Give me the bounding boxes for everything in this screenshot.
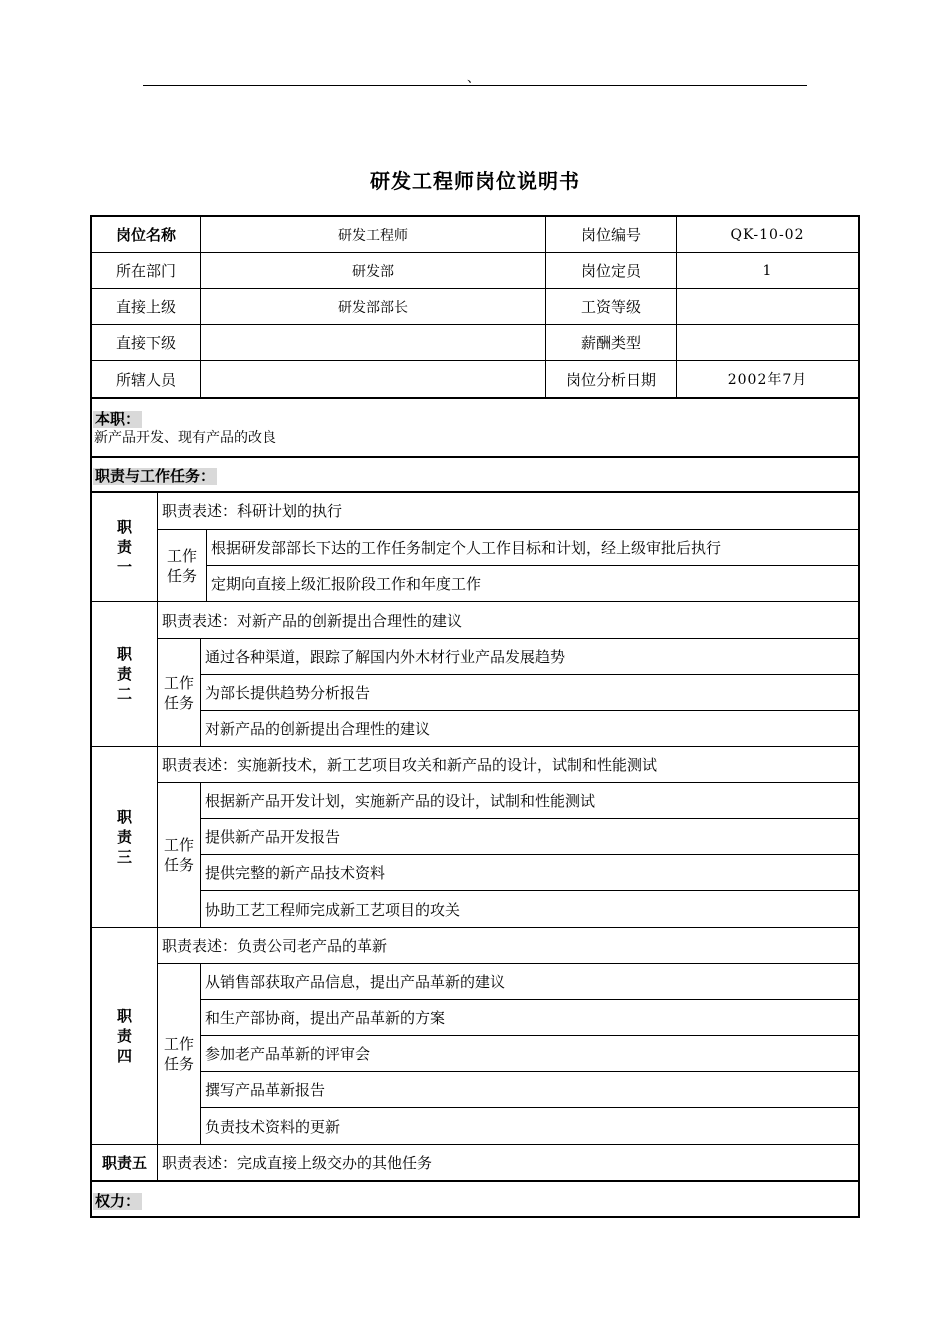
position-code-value: QK-10-02 xyxy=(730,226,805,243)
supervisor-label: 直接上级 xyxy=(115,298,176,316)
duty-1-task-label: 工作 任务 xyxy=(166,546,197,585)
core-duty-text: 新产品开发、现有产品的改良 xyxy=(94,430,276,446)
subordinate-label: 直接下级 xyxy=(115,334,176,352)
duty-1-task-2: 定期向直接上级汇报阶段工作和年度工作 xyxy=(211,575,482,593)
supervisor-value: 研发部部长 xyxy=(338,299,408,316)
duty-4-task-2: 和生产部协商，提出产品革新的方案 xyxy=(205,1009,446,1027)
duty-4-task-4: 撰写产品革新报告 xyxy=(205,1081,326,1099)
analysis-date-value: 2002年7月 xyxy=(727,372,808,388)
duty-2-desc: 职责表述：对新产品的创新提出合理性的建议 xyxy=(162,611,463,630)
managed-staff-label: 所辖人员 xyxy=(115,370,176,389)
duty-3-task-4: 协助工艺工程师完成新工艺项目的攻关 xyxy=(205,900,461,919)
pay-type-label: 薪酬类型 xyxy=(580,334,641,352)
duties-label: 职责与工作任务： xyxy=(95,467,216,485)
duty-1-desc: 职责表述：科研计划的执行 xyxy=(162,502,343,520)
headcount-value: 1 xyxy=(762,262,773,279)
subordinate-value xyxy=(201,325,545,360)
duty-3-label: 职 责 三 xyxy=(116,808,132,866)
analysis-date-label: 岗位分析日期 xyxy=(565,370,656,389)
salary-grade-label: 工资等级 xyxy=(580,298,641,316)
duty-3-task-2: 提供新产品开发报告 xyxy=(205,828,341,846)
duty-3-task-label: 工作 任务 xyxy=(163,836,194,874)
managed-staff-value xyxy=(201,361,545,397)
duty-2-task-label: 工作 任务 xyxy=(163,673,194,712)
duty-5-label: 职责五 xyxy=(101,1154,147,1172)
duty-2-label: 职 责 二 xyxy=(116,645,132,703)
pay-type-value xyxy=(677,325,858,360)
core-duty-label: 本职： xyxy=(95,410,141,428)
duty-4-task-5: 负责技术资料的更新 xyxy=(205,1117,341,1136)
duty-4-label: 职 责 四 xyxy=(116,1007,132,1065)
duty-4-desc: 职责表述：负责公司老产品的革新 xyxy=(162,937,388,955)
department-label: 所在部门 xyxy=(115,262,176,280)
page-title: 研发工程师岗位说明书 xyxy=(370,169,580,193)
position-name-label: 岗位名称 xyxy=(115,226,176,244)
headcount-label: 岗位定员 xyxy=(580,262,641,280)
duty-1-task-1: 根据研发部部长下达的工作任务制定个人工作目标和计划，经上级审批后执行 xyxy=(211,539,722,557)
duty-3-task-3: 提供完整的新产品技术资料 xyxy=(205,864,386,882)
department-value: 研发部 xyxy=(352,263,394,280)
header-rule xyxy=(143,85,807,86)
header-mark: 、 xyxy=(467,71,481,86)
duty-4-task-3: 参加老产品革新的评审会 xyxy=(205,1045,371,1063)
salary-grade-value xyxy=(677,289,858,324)
duty-2-task-3: 对新产品的创新提出合理性的建议 xyxy=(205,720,431,738)
duty-2-task-1: 通过各种渠道，跟踪了解国内外木材行业产品发展趋势 xyxy=(205,648,566,666)
position-code-label: 岗位编号 xyxy=(580,226,641,244)
duty-5-desc: 职责表述：完成直接上级交办的其他任务 xyxy=(162,1154,433,1172)
power-label: 权力： xyxy=(95,1192,141,1210)
position-name-value: 研发工程师 xyxy=(338,227,408,244)
duty-3-desc: 职责表述：实施新技术，新工艺项目攻关和新产品的设计，试制和性能测试 xyxy=(162,756,658,774)
duty-4-task-label: 工作 任务 xyxy=(163,1035,194,1073)
duty-4-task-1: 从销售部获取产品信息，提出产品革新的建议 xyxy=(205,973,506,991)
duty-3-task-1: 根据新产品开发计划，实施新产品的设计，试制和性能测试 xyxy=(205,792,596,810)
duty-2-task-2: 为部长提供趋势分析报告 xyxy=(205,684,371,702)
duty-1-label: 职 责 一 xyxy=(116,517,132,576)
